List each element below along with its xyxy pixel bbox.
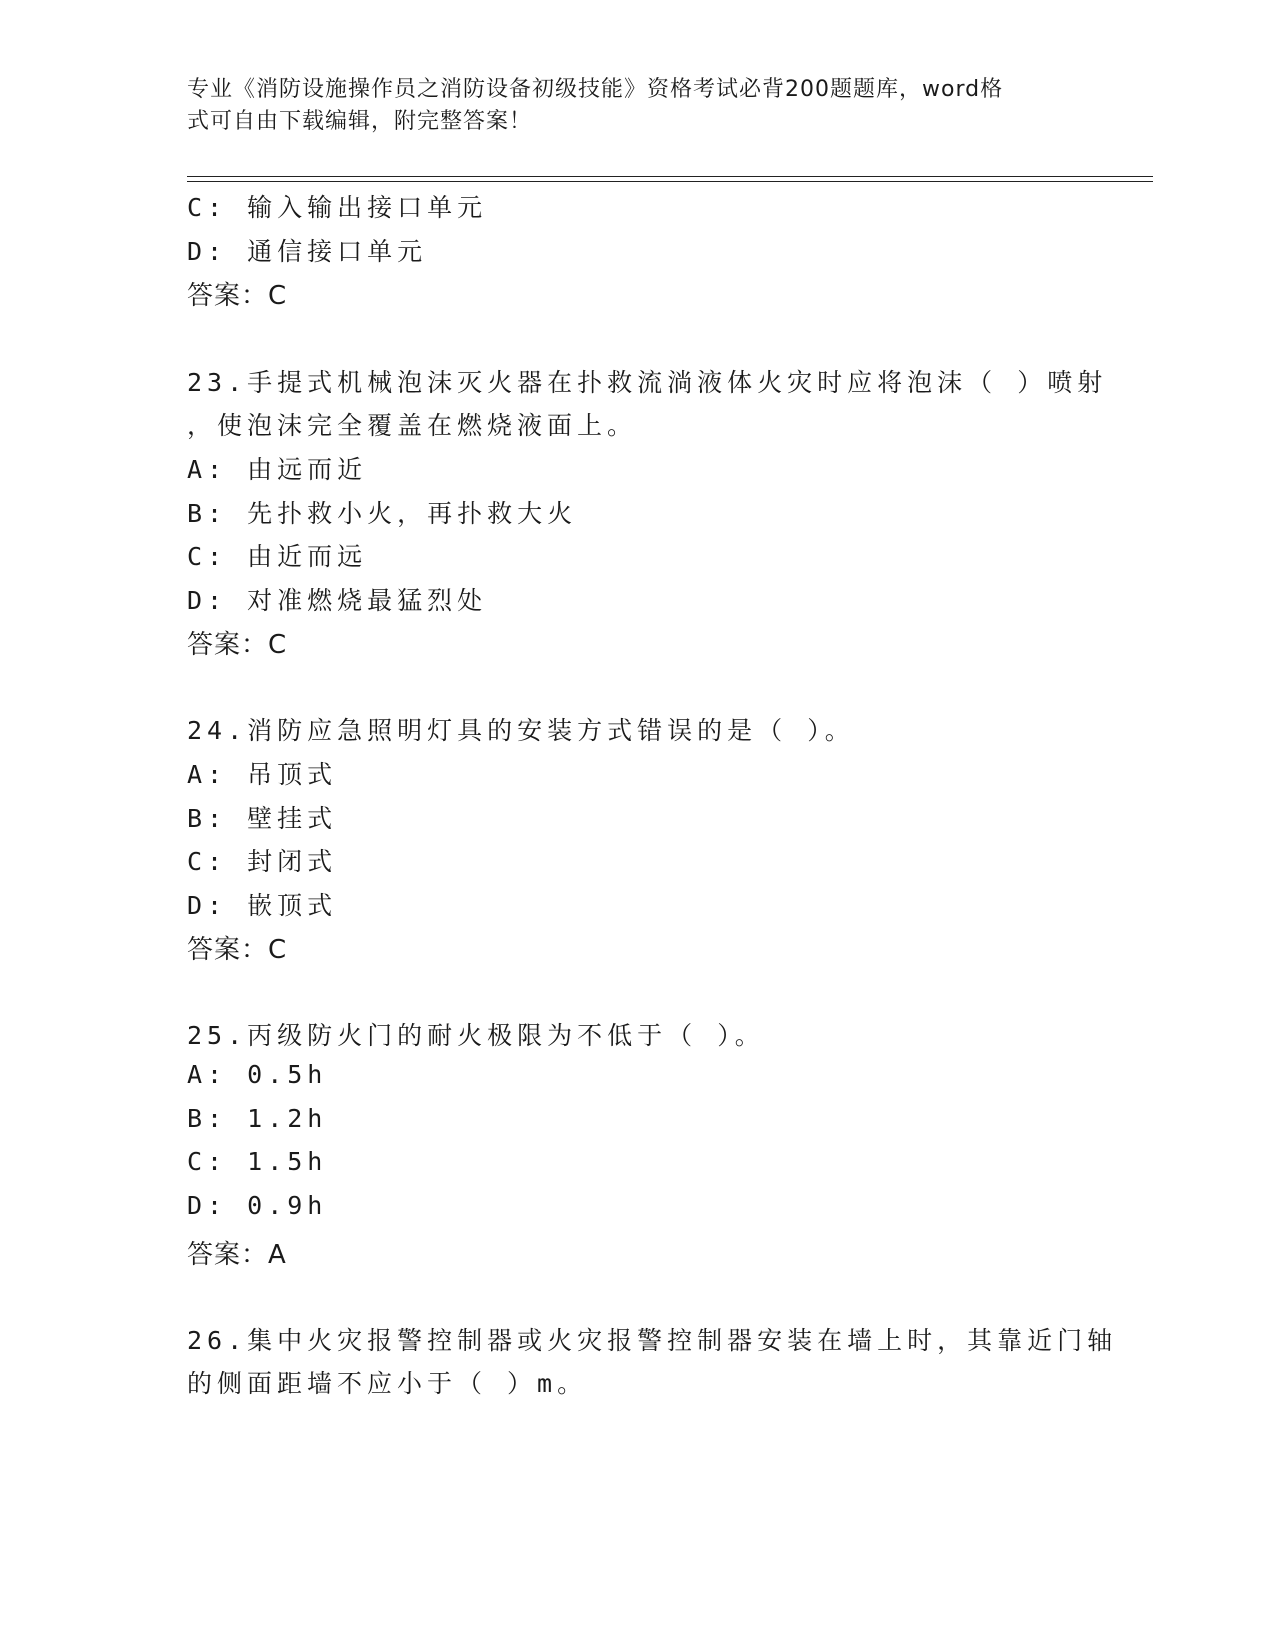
header-rule-bottom bbox=[187, 181, 1153, 182]
option-d: D: 0.9h bbox=[187, 1191, 328, 1220]
option-a: A: 由远而近 bbox=[187, 455, 368, 484]
option-b: B: 壁挂式 bbox=[187, 804, 338, 833]
option-c: C: 输入输出接口单元 bbox=[187, 193, 488, 222]
option-b: B: 1.2h bbox=[187, 1104, 328, 1133]
answer-text: 答案：A bbox=[187, 1240, 287, 1270]
question-stem: 23.手提式机械泡沫灭火器在扑救流淌液体火灾时应将泡沫（ ）喷射 bbox=[187, 368, 1108, 397]
header-line-1: 专业《消防设施操作员之消防设备初级技能》资格考试必背200题题库，word格 bbox=[187, 77, 1004, 102]
question-stem-cont: ，使泡沫完全覆盖在燃烧液面上。 bbox=[187, 411, 638, 440]
answer-text: 答案：C bbox=[187, 630, 288, 660]
option-c: C: 封闭式 bbox=[187, 847, 338, 876]
option-c: C: 由近而远 bbox=[187, 542, 368, 571]
question-stem: 26.集中火灾报警控制器或火灾报警控制器安装在墙上时，其靠近门轴 bbox=[187, 1326, 1118, 1355]
header-rule-top bbox=[187, 176, 1153, 177]
option-a: A: 0.5h bbox=[187, 1060, 328, 1089]
option-a: A: 吊顶式 bbox=[187, 760, 338, 789]
option-c: C: 1.5h bbox=[187, 1147, 328, 1176]
question-stem: 24.消防应急照明灯具的安装方式错误的是（ ）。 bbox=[187, 716, 855, 745]
option-b: B: 先扑救小火，再扑救大火 bbox=[187, 499, 578, 528]
answer-text: 答案：C bbox=[187, 935, 288, 965]
document-header bbox=[187, 74, 1087, 138]
question-stem-cont: 的侧面距墙不应小于（ ）m。 bbox=[187, 1369, 588, 1398]
option-d: D: 嵌顶式 bbox=[187, 891, 338, 920]
question-stem: 25.丙级防火门的耐火极限为不低于（ ）。 bbox=[187, 1021, 765, 1050]
header-line-2: 式可自由下载编辑，附完整答案！ bbox=[187, 109, 533, 134]
option-d: D: 通信接口单元 bbox=[187, 237, 428, 266]
answer-text: 答案：C bbox=[187, 281, 288, 311]
option-d: D: 对准燃烧最猛烈处 bbox=[187, 586, 488, 615]
